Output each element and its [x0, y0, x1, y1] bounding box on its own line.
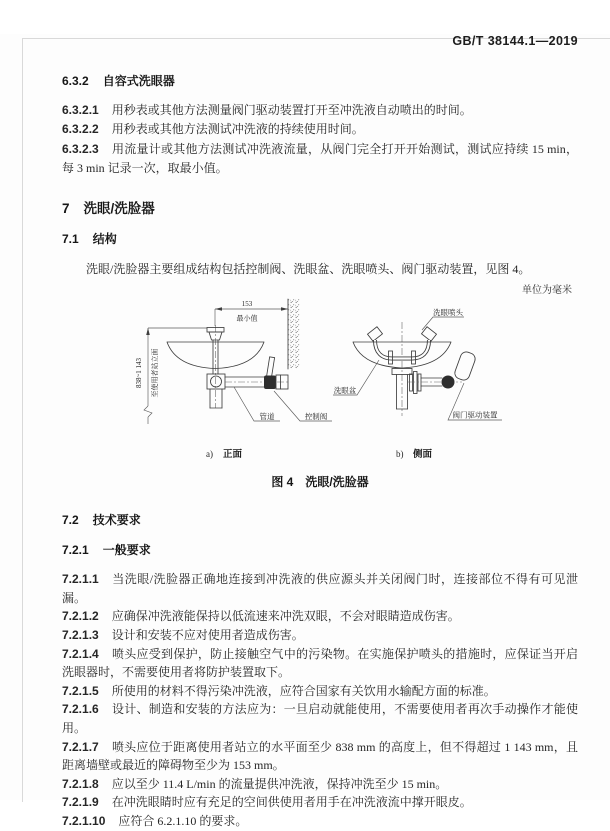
dimension-value: 153: [241, 300, 253, 309]
front-view-drawing: [135, 299, 332, 460]
section-number: 7.2: [62, 513, 79, 528]
clause-number: 7.2.1.6: [62, 702, 99, 717]
clause-6-3-2-2: [62, 120, 578, 139]
ball-valve: [442, 376, 455, 389]
valve-body: [264, 376, 276, 390]
horizontal-pipe: [225, 377, 288, 387]
clause-6-3-2-1: [62, 101, 578, 120]
label-control-valve: 控制阀: [304, 412, 328, 422]
clause-7-2-1-10: [62, 812, 578, 831]
section-heading-7-1: [62, 230, 578, 247]
label-control-valve-group: [274, 391, 332, 421]
clause-number: 6.3.2.3: [62, 141, 99, 156]
clause-number: 7.2.1.1: [62, 572, 99, 587]
clause-6-3-2-3: [62, 140, 578, 179]
caption-letter: b): [396, 449, 404, 460]
arrow-up: [146, 328, 150, 335]
page-content: [0, 34, 610, 831]
clause-text: 用流量计或其他方法测试冲洗液流量，从阀门完全打开开始测试，测试应持续 15 min，每 3 min 记录一次，取最小值。: [62, 141, 578, 175]
tee-fitting: [207, 374, 225, 389]
clause-number: 7.2.1.9: [62, 795, 99, 810]
clause-7-2-1-3: [62, 626, 578, 645]
clause-text: 所使用的材料不得污染冲洗液，应符合国家有关饮用水输配方面的标准。: [111, 683, 496, 698]
clause-7-2-1-4: [62, 645, 578, 682]
dimension-153: [215, 300, 288, 326]
clause-7-2-1-1: [62, 570, 578, 607]
section-number: 7.1: [62, 232, 79, 247]
section-title: 结构: [92, 232, 117, 247]
spray-head-right: [422, 327, 437, 341]
figure-4-drawing: [130, 296, 580, 461]
label-valve-actuator-group: [448, 383, 502, 420]
units-note: 单位为毫米: [522, 285, 572, 297]
label-basin-group: [333, 360, 379, 395]
spray-head-left: [368, 327, 383, 341]
clause-block-6-3-2: [62, 101, 578, 178]
arrow-left: [215, 307, 222, 311]
label-valve-actuator: 阀门驱动装置: [452, 410, 498, 420]
section-heading-7: [62, 197, 578, 217]
paragraph-7-1: 洗眼/洗脸器主要组成结构包括控制阀、洗眼盆、洗眼喷头、阀门驱动装置，见图 4。: [86, 262, 531, 277]
clause-text: 设计和安装不应对使用者造成伤害。: [111, 627, 304, 642]
label-pipe-group: [234, 387, 280, 421]
caption-word: 侧面: [413, 449, 433, 461]
wall-hatch: [288, 299, 300, 369]
clause-number: 7.2.1.3: [62, 627, 99, 642]
dimension-note: 最小值: [236, 314, 258, 323]
break-symbol: [144, 406, 152, 417]
section-number: 6.3.2: [62, 74, 89, 88]
clause-7-2-1-5: [62, 682, 578, 701]
valve-handle: [267, 357, 275, 378]
valve-actuator-paddle: [453, 350, 477, 381]
section-heading-7-2-1: [62, 541, 578, 558]
label-pipe: 管道: [259, 412, 275, 422]
control-valve: [264, 357, 288, 389]
section-title: 洗眼/洗脸器: [83, 201, 155, 217]
section-heading-7-2: [62, 511, 578, 528]
clause-text: 喷头应位于距离使用者站立的水平面至少 838 mm 的高度上，但不得超过 1 143 mm，且距离墙壁或最近的障碍物至少为 153 mm。: [62, 739, 578, 773]
caption-word: 正面: [223, 449, 243, 461]
clause-number: 7.2.1.2: [62, 609, 99, 624]
clause-text: 当洗眼/洗脸器正确地连接到冲洗液的供应源头并关闭阀门时，连接部位不得有可见泄漏。: [62, 572, 578, 605]
clause-text: 用秒表或其他方法测量阀门驱动装置打开至冲洗液自动喷出的时间。: [111, 103, 472, 117]
supply-pipe: [210, 389, 222, 408]
clause-7-2-1-8: [62, 775, 578, 794]
valve-assembly: [408, 372, 462, 394]
section-title: 一般要求: [102, 543, 151, 558]
figure-name: 洗眼/洗脸器: [305, 475, 369, 490]
doc-number: GB/T 38144.1—2019: [452, 34, 578, 48]
section-title: 技术要求: [92, 513, 141, 528]
side-view-drawing: [333, 307, 502, 460]
clause-text: 喷头应受到保护，防止接触空气中的污染物。在实施保护喷头的措施时，应保证当开启洗眼器时，不需要使用者将防护装置取下。: [62, 646, 578, 680]
dimension-value: 838~1 143: [135, 358, 143, 389]
figure-caption-a: [206, 448, 243, 460]
scanned-standard-page: [0, 34, 610, 828]
clause-text: 应符合 6.2.1.10 的要求。: [118, 813, 248, 828]
clause-number: 7.2.1.8: [62, 776, 99, 791]
label-spray-head: 洗眼喷头: [433, 308, 463, 318]
figure-caption-b: [396, 448, 433, 460]
section-number: 7.2.1: [62, 543, 89, 558]
clause-text: 设计、制造和安装的方法应为：一旦启动就能使用，不需要使用者再次手动操作才能使用。: [62, 702, 578, 735]
clause-text: 用秒表或其他方法测试冲洗液的持续使用时间。: [111, 122, 364, 137]
figure-4: [130, 296, 578, 461]
clause-text: 在冲洗眼睛时应有充足的空间供使用者用手在冲洗液流中撑开眼皮。: [111, 795, 472, 810]
clause-number: 7.2.1.7: [62, 739, 99, 754]
caption-letter: a): [206, 449, 213, 460]
clause-number: 6.3.2.1: [62, 103, 99, 117]
clause-block-7-2-1: [62, 570, 578, 830]
clause-text: 应以至少 11.4 L/min 的流量提供冲洗液，保持冲洗至少 15 min。: [111, 776, 448, 791]
figure-title: [62, 473, 578, 490]
clause-7-2-1-6: [62, 700, 578, 737]
clause-7-2-1-7: [62, 738, 578, 775]
label-basin: 洗眼盆: [333, 386, 357, 396]
clause-7-2-1-2: [62, 607, 578, 626]
label-spray-head-group: [422, 307, 464, 330]
dimension-note: 至使用者站立面: [151, 348, 159, 398]
section-heading-6-3-2: [62, 72, 578, 89]
clause-number: 6.3.2.2: [62, 122, 99, 137]
clause-number: 7.2.1.10: [62, 813, 106, 828]
section-number: 7: [62, 201, 70, 217]
clause-number: 7.2.1.5: [62, 683, 99, 698]
section-title: 自容式洗眼器: [102, 74, 175, 88]
figure-number: 图 4: [271, 475, 294, 490]
clause-7-2-1-9: [62, 793, 578, 812]
arrow-right: [281, 307, 288, 311]
clause-number: 7.2.1.4: [62, 646, 99, 661]
clause-text: 应确保冲洗液能保持以低流速来冲洗双眼，不会对眼睛造成伤害。: [111, 609, 460, 624]
